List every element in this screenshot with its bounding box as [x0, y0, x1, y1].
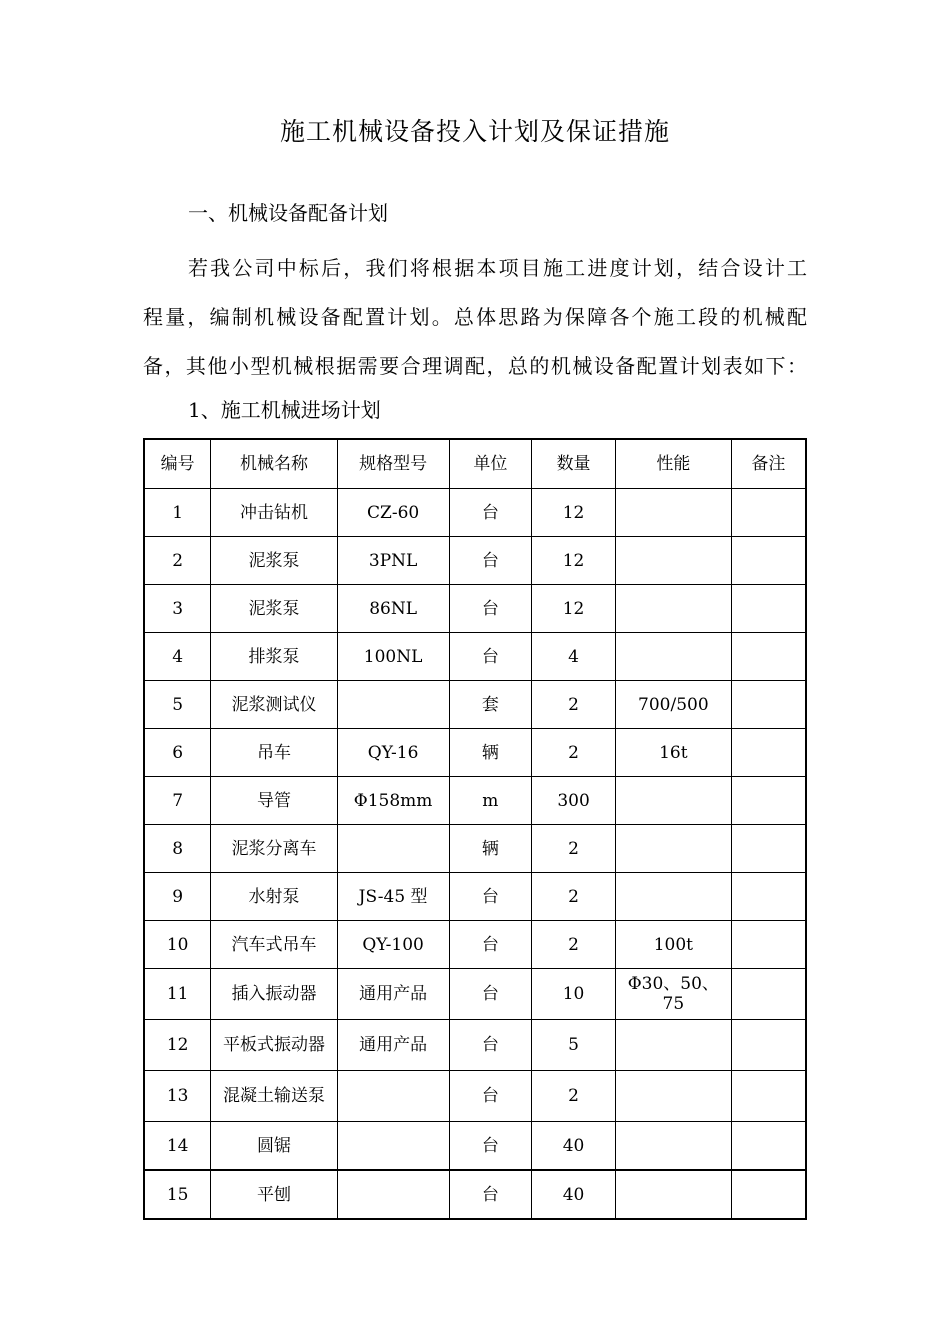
cell-name: 泥浆分离车: [211, 825, 337, 873]
cell-no: 3: [144, 585, 211, 633]
cell-qty: 5: [532, 1020, 616, 1071]
cell-remarks: [731, 729, 806, 777]
cell-model: 100NL: [337, 633, 449, 681]
cell-unit: 台: [449, 489, 532, 537]
cell-performance: 16t: [615, 729, 731, 777]
cell-name: 插入振动器: [211, 969, 337, 1020]
cell-qty: 2: [532, 921, 616, 969]
cell-model: [337, 1122, 449, 1171]
table-row: [144, 633, 806, 681]
table-row: [144, 969, 806, 1020]
paragraph-line: 备，其他小型机械根据需要合理调配，总的机械设备配置计划表如下：: [143, 354, 807, 378]
cell-name: 导管: [211, 777, 337, 825]
cell-unit: 辆: [449, 825, 532, 873]
cell-remarks: [731, 1020, 806, 1071]
cell-unit: 套: [449, 681, 532, 729]
cell-remarks: [731, 921, 806, 969]
cell-unit: 台: [449, 537, 532, 585]
table-header-row: [144, 439, 806, 489]
document-title: 施工机械设备投入计划及保证措施: [279, 117, 670, 146]
sub-heading: 1、施工机械进场计划: [188, 398, 381, 422]
cell-model: 通用产品: [337, 969, 449, 1020]
cell-remarks: [731, 969, 806, 1020]
cell-name: 汽车式吊车: [211, 921, 337, 969]
table-row: [144, 873, 806, 921]
cell-no: 10: [144, 921, 211, 969]
cell-remarks: [731, 585, 806, 633]
cell-unit: 台: [449, 921, 532, 969]
cell-performance: [615, 873, 731, 921]
cell-remarks: [731, 777, 806, 825]
cell-model: Φ158mm: [337, 777, 449, 825]
cell-performance: [615, 1020, 731, 1071]
header-cell-remarks: 备注: [731, 439, 806, 489]
intro-paragraph: [143, 244, 807, 391]
section-heading: 一、机械设备配备计划: [188, 201, 388, 225]
table-row: [144, 489, 806, 537]
cell-unit: 台: [449, 873, 532, 921]
cell-no: 9: [144, 873, 211, 921]
header-cell-unit: 单位: [449, 439, 532, 489]
cell-qty: 2: [532, 729, 616, 777]
cell-no: 11: [144, 969, 211, 1020]
cell-remarks: [731, 537, 806, 585]
header-cell-no: 编号: [144, 439, 211, 489]
cell-model: [337, 681, 449, 729]
cell-name: 泥浆泵: [211, 585, 337, 633]
cell-no: 6: [144, 729, 211, 777]
cell-qty: 10: [532, 969, 616, 1020]
cell-name: 平板式振动器: [211, 1020, 337, 1071]
cell-qty: 2: [532, 873, 616, 921]
table-row: [144, 825, 806, 873]
cell-qty: 40: [532, 1170, 616, 1219]
cell-model: CZ-60: [337, 489, 449, 537]
paragraph-line: 程量，编制机械设备配置计划。总体思路为保障各个施工段的机械配: [143, 305, 807, 329]
cell-unit: 台: [449, 969, 532, 1020]
cell-performance: 100t: [615, 921, 731, 969]
cell-remarks: [731, 873, 806, 921]
cell-remarks: [731, 1122, 806, 1171]
cell-qty: 2: [532, 825, 616, 873]
cell-no: 12: [144, 1020, 211, 1071]
cell-performance: [615, 585, 731, 633]
cell-remarks: [731, 825, 806, 873]
cell-unit: m: [449, 777, 532, 825]
cell-qty: 2: [532, 1071, 616, 1122]
cell-qty: 12: [532, 585, 616, 633]
cell-performance: [615, 633, 731, 681]
cell-qty: 12: [532, 537, 616, 585]
table-row: [144, 1170, 806, 1219]
cell-model: [337, 1071, 449, 1122]
cell-remarks: [731, 681, 806, 729]
cell-performance: 700/500: [615, 681, 731, 729]
cell-name: 泥浆测试仪: [211, 681, 337, 729]
cell-model: JS-45 型: [337, 873, 449, 921]
cell-unit: 台: [449, 1020, 532, 1071]
table-row: [144, 585, 806, 633]
header-cell-name: 机械名称: [211, 439, 337, 489]
cell-performance: [615, 825, 731, 873]
equipment-table: [143, 438, 807, 1220]
cell-name: 排浆泵: [211, 633, 337, 681]
cell-name: 泥浆泵: [211, 537, 337, 585]
cell-qty: 2: [532, 681, 616, 729]
table-row: [144, 1071, 806, 1122]
cell-name: 圆锯: [211, 1122, 337, 1171]
cell-qty: 12: [532, 489, 616, 537]
cell-unit: 台: [449, 1170, 532, 1219]
header-cell-performance: 性能: [615, 439, 731, 489]
cell-performance: [615, 537, 731, 585]
cell-name: 吊车: [211, 729, 337, 777]
cell-remarks: [731, 1071, 806, 1122]
table-row: [144, 681, 806, 729]
cell-no: 5: [144, 681, 211, 729]
cell-model: 3PNL: [337, 537, 449, 585]
cell-no: 1: [144, 489, 211, 537]
table-row: [144, 1122, 806, 1171]
cell-performance: [615, 1071, 731, 1122]
cell-performance: [615, 777, 731, 825]
cell-unit: 台: [449, 633, 532, 681]
cell-name: 水射泵: [211, 873, 337, 921]
table-row: [144, 729, 806, 777]
table-row: [144, 921, 806, 969]
cell-unit: 辆: [449, 729, 532, 777]
cell-qty: 4: [532, 633, 616, 681]
cell-unit: 台: [449, 1071, 532, 1122]
paragraph-line: 若我公司中标后，我们将根据本项目施工进度计划，结合设计工: [188, 256, 807, 280]
cell-model: QY-16: [337, 729, 449, 777]
cell-performance: [615, 489, 731, 537]
cell-remarks: [731, 489, 806, 537]
cell-performance: Φ30、50、75: [615, 969, 731, 1020]
cell-model: 86NL: [337, 585, 449, 633]
cell-qty: 40: [532, 1122, 616, 1171]
cell-no: 15: [144, 1170, 211, 1219]
cell-no: 2: [144, 537, 211, 585]
cell-no: 8: [144, 825, 211, 873]
table-row: [144, 1020, 806, 1071]
cell-performance: [615, 1122, 731, 1171]
cell-unit: 台: [449, 585, 532, 633]
cell-unit: 台: [449, 1122, 532, 1171]
cell-model: 通用产品: [337, 1020, 449, 1071]
cell-model: QY-100: [337, 921, 449, 969]
header-cell-qty: 数量: [532, 439, 616, 489]
cell-qty: 300: [532, 777, 616, 825]
cell-no: 14: [144, 1122, 211, 1171]
cell-model: [337, 825, 449, 873]
cell-name: 冲击钻机: [211, 489, 337, 537]
cell-no: 13: [144, 1071, 211, 1122]
cell-no: 7: [144, 777, 211, 825]
table-row: [144, 777, 806, 825]
cell-remarks: [731, 633, 806, 681]
cell-performance: [615, 1170, 731, 1219]
cell-model: [337, 1170, 449, 1219]
cell-name: 平刨: [211, 1170, 337, 1219]
cell-no: 4: [144, 633, 211, 681]
cell-remarks: [731, 1170, 806, 1219]
cell-name: 混凝土输送泵: [211, 1071, 337, 1122]
table-row: [144, 537, 806, 585]
header-cell-model: 规格型号: [337, 439, 449, 489]
